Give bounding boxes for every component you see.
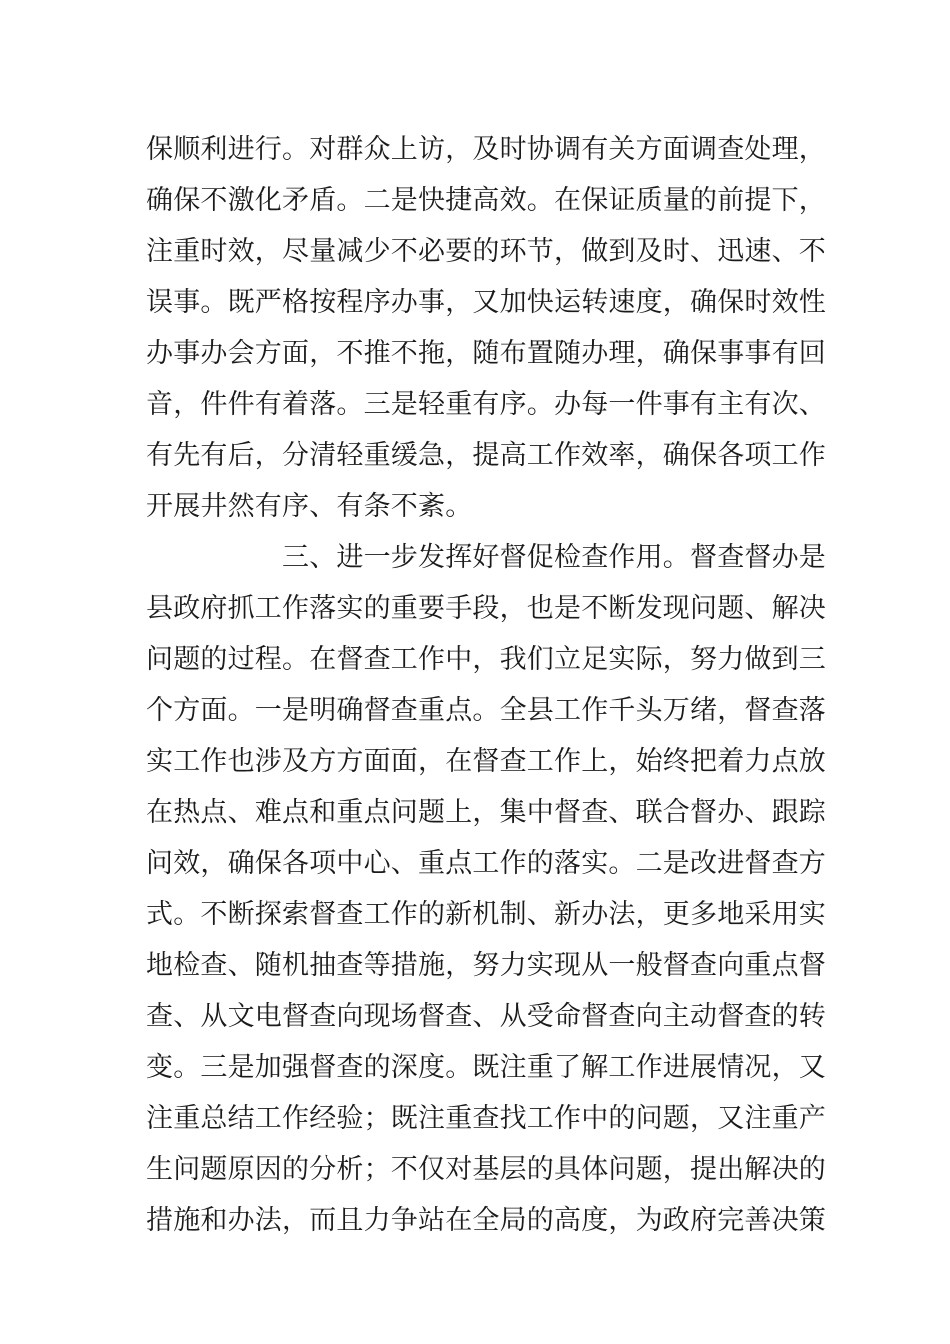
text-line-19: 变。三是加强督查的深度。既注重了解工作进展情况，又 — [146, 1052, 826, 1083]
text-line-1: 保顺利进行。对群众上访，及时协调有关方面调查处理， — [146, 134, 826, 165]
text-line-5: 办事办会方面，不推不拖，随布置随办理，确保事事有回 — [146, 338, 826, 369]
text-line-21: 生问题原因的分析；不仅对基层的具体问题，提出解决的 — [146, 1154, 826, 1185]
text-line-17: 地检查、随机抽查等措施，努力实现从一般督查向重点督 — [146, 950, 826, 981]
text-line-7: 有先有后，分清轻重缓急，提高工作效率，确保各项工作 — [146, 440, 826, 471]
text-line-16: 式。不断探索督查工作的新机制、新办法，更多地采用实 — [146, 899, 826, 930]
text-line-14: 在热点、难点和重点问题上，集中督查、联合督办、跟踪 — [146, 797, 826, 828]
text-line-4: 误事。既严格按程序办事，又加快运转速度，确保时效性 — [146, 287, 826, 318]
text-line-18: 查、从文电督查向现场督查、从受命督查向主动督查的转 — [146, 1001, 826, 1032]
text-line-22: 措施和办法，而且力争站在全局的高度，为政府完善决策 — [146, 1205, 826, 1236]
text-line-6: 音，件件有着落。三是轻重有序。办每一件事有主有次、 — [146, 389, 826, 420]
text-line-20: 注重总结工作经验；既注重查找工作中的问题，又注重产 — [146, 1103, 826, 1134]
text-line-11: 问题的过程。在督查工作中，我们立足实际，努力做到三 — [146, 644, 826, 675]
text-line-12: 个方面。一是明确督查重点。全县工作千头万绪，督查落 — [146, 695, 826, 726]
text-line-13: 实工作也涉及方方面面，在督查工作上，始终把着力点放 — [146, 746, 826, 777]
section-heading-line: 三、进一步发挥好督促检查作用。督查督办是 — [282, 542, 826, 573]
text-line-8: 开展井然有序、有条不紊。 — [146, 491, 473, 522]
text-line-10: 县政府抓工作落实的重要手段，也是不断发现问题、解决 — [146, 593, 826, 624]
text-line-2: 确保不激化矛盾。二是快捷高效。在保证质量的前提下， — [146, 185, 826, 216]
text-line-15: 问效，确保各项中心、重点工作的落实。二是改进督查方 — [146, 848, 826, 879]
text-line-3: 注重时效，尽量减少不必要的环节，做到及时、迅速、不 — [146, 236, 826, 267]
